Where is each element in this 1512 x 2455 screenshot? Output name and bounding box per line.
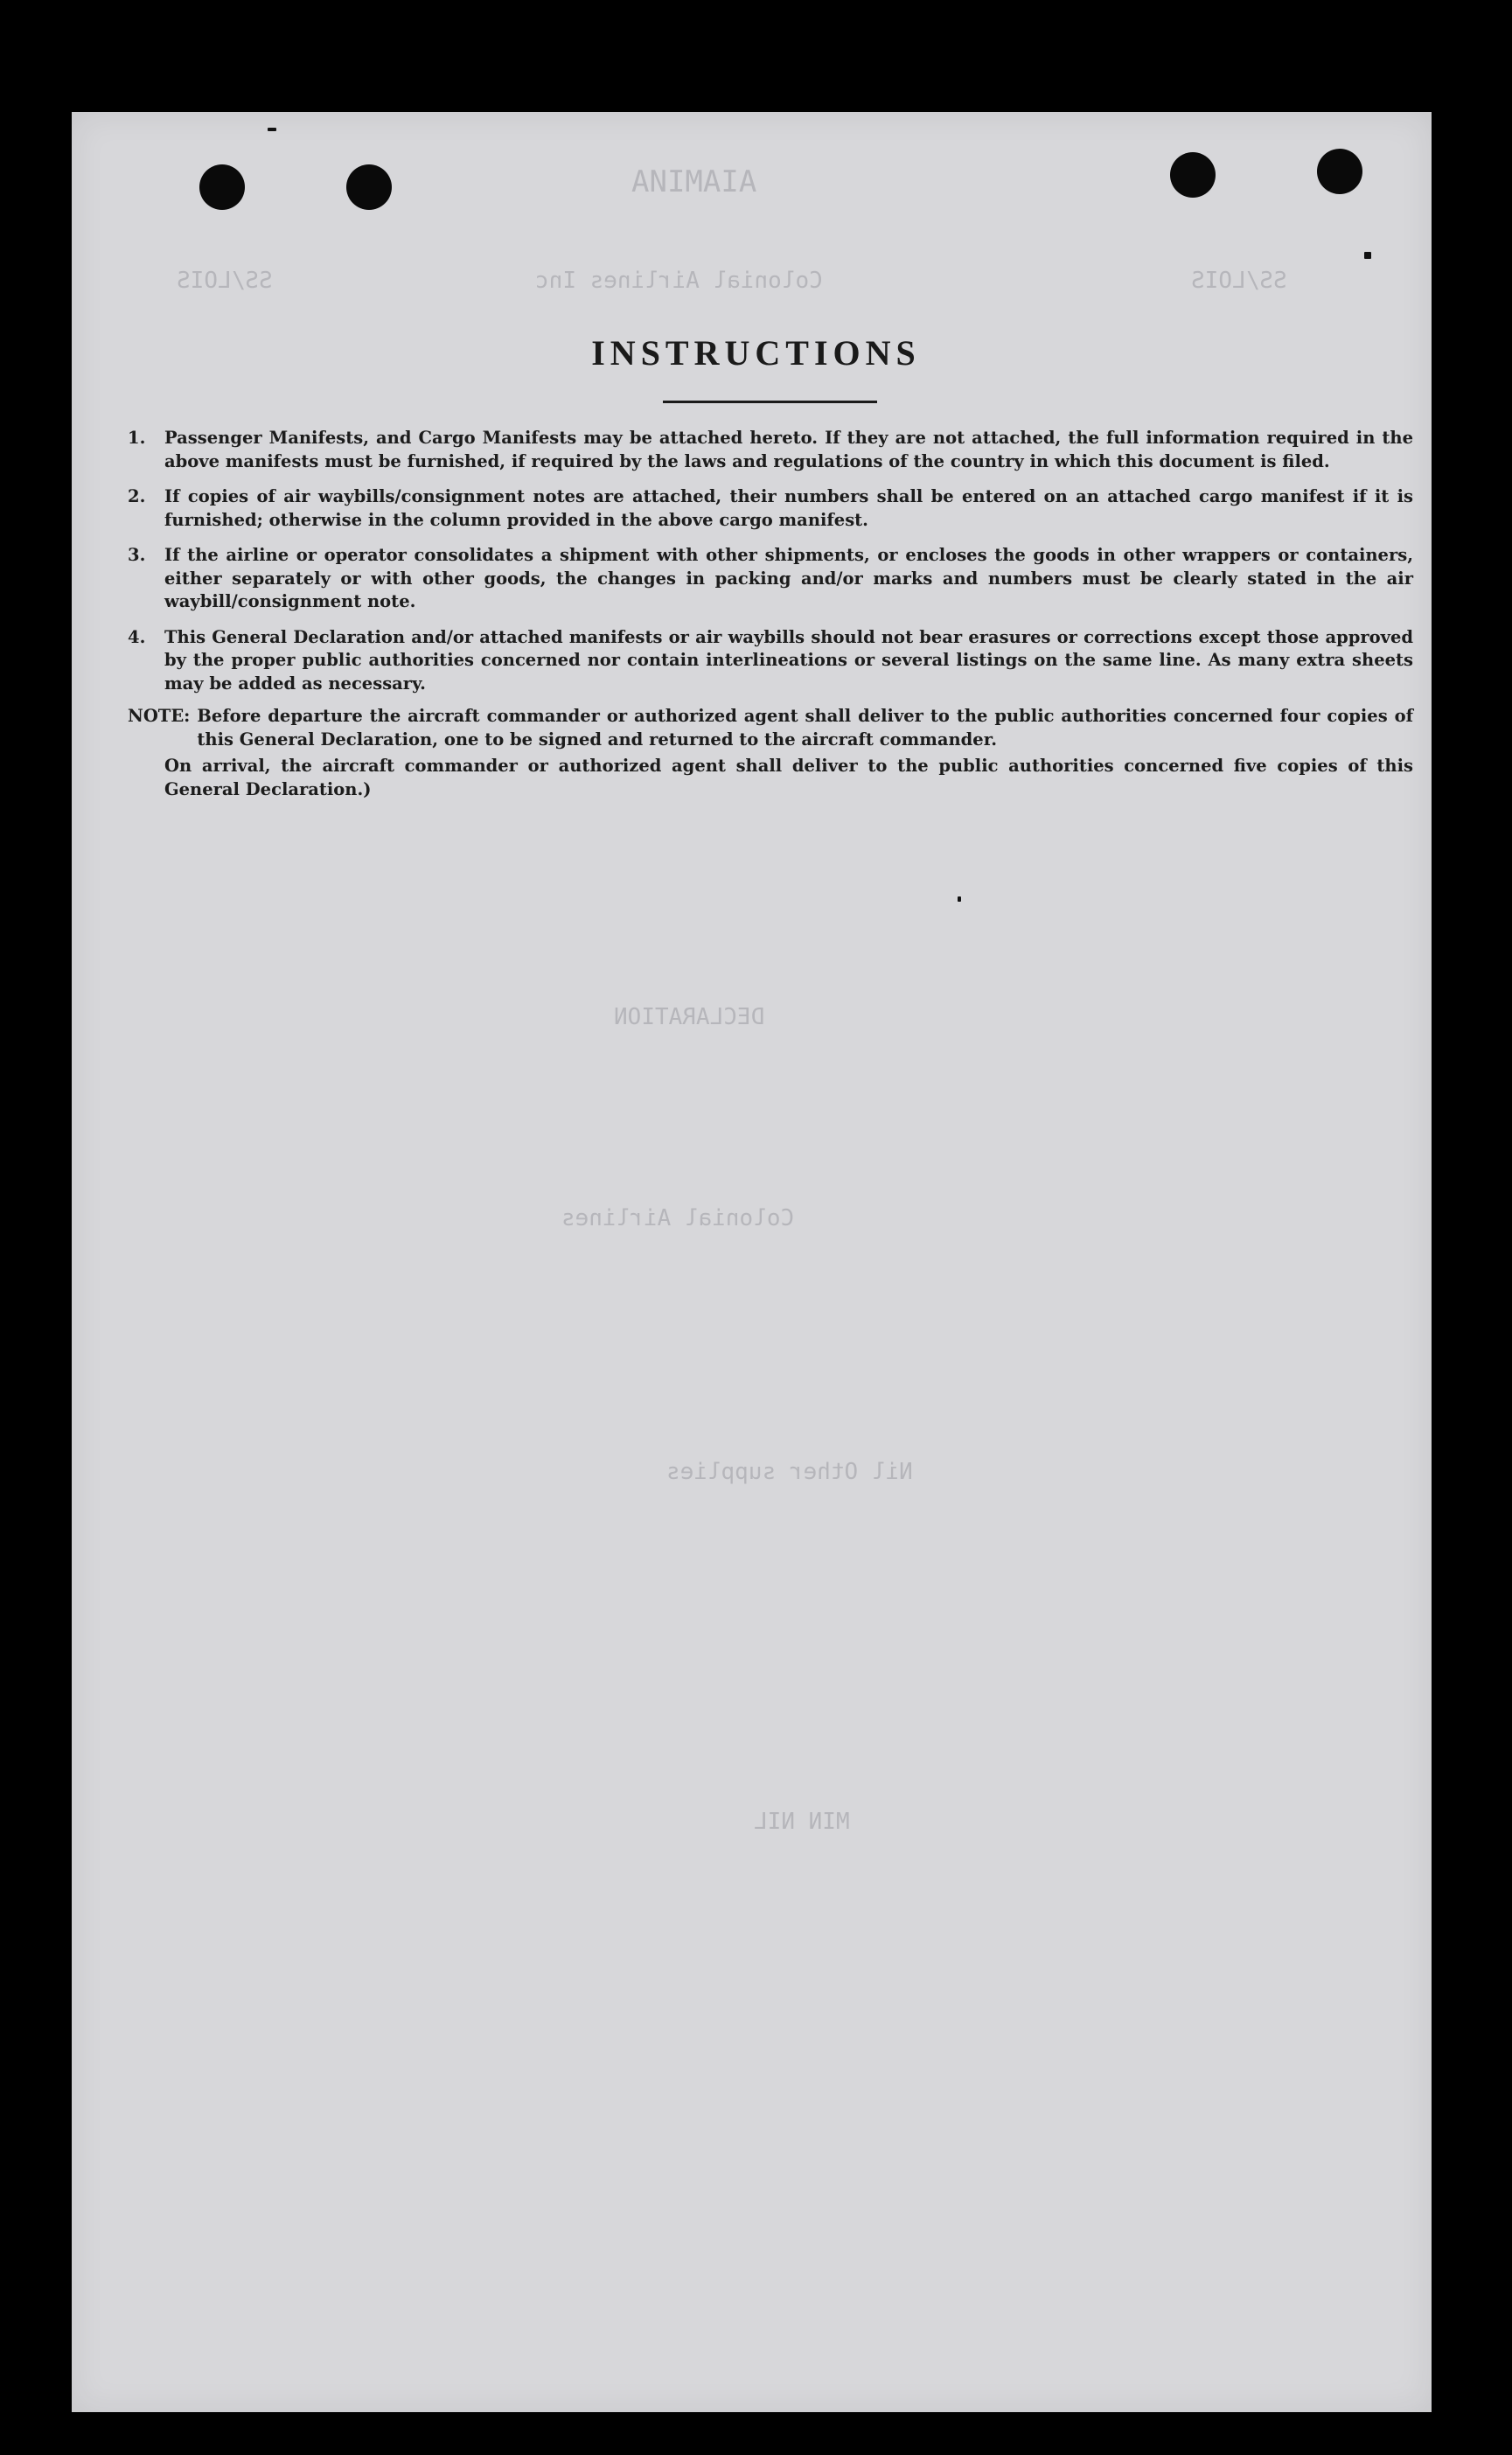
dust-speck <box>1364 252 1371 259</box>
dust-speck <box>958 896 961 902</box>
instruction-text: If copies of air waybills/consignment notes are attached, their numbers shall be entered on an attached cargo manifest if it is furnished; otherwise in the column provided in the above cargo manifest. <box>164 486 1413 530</box>
bleed-through-mark: SS/LOIS <box>1191 268 1287 294</box>
punch-hole <box>199 164 245 210</box>
instruction-number: 2. <box>128 486 146 506</box>
note-arrival-text: On arrival, the aircraft commander or authorized agent shall deliver to the public authorities concerned five copies of this General Declaration.) <box>164 756 1413 799</box>
punch-hole <box>346 164 392 210</box>
page-title: INSTRUCTIONS <box>591 333 921 373</box>
instructions-list <box>128 427 1413 708</box>
punch-hole <box>1170 152 1216 198</box>
instruction-number: 3. <box>128 545 146 565</box>
bleed-through-mark: ANIMAIA <box>631 164 757 199</box>
instruction-item <box>128 427 1413 473</box>
bleed-through-mark: Colonial Airlines Inc <box>535 268 823 294</box>
instruction-text: Passenger Manifests, and Cargo Manifests may be attached hereto. If they are not attached, the full information required in the above manifests must be furnished, if required by the laws and regulations of the country in which this document is filed. <box>164 428 1413 471</box>
punch-hole <box>1317 149 1362 194</box>
dust-speck <box>268 128 276 131</box>
note-block <box>128 705 1413 801</box>
bleed-through-mark: Nil Other supplies <box>666 1459 913 1485</box>
instruction-text: This General Declaration and/or attached manifests or air waybills should not bear erasures or corrections except those approved by the proper public authorities concerned nor contain interlineations or several listings on the same line. As many extra sheets may be added as necessary. <box>164 626 1413 694</box>
instruction-item <box>128 626 1413 696</box>
instruction-number: 1. <box>128 428 146 448</box>
instruction-item <box>128 485 1413 532</box>
bleed-through-mark: SS/LOIS <box>177 268 273 294</box>
title-underline <box>663 401 877 403</box>
instruction-number: 4. <box>128 626 146 647</box>
instruction-item <box>128 544 1413 614</box>
bleed-through-mark: Colonial Airlines <box>561 1205 795 1231</box>
note-label: NOTE: <box>128 706 191 726</box>
instruction-text: If the airline or operator consolidates a shipment with other shipments, or encloses the goods in other wrappers or containers, either separately or with other goods, the changes in packing and/or marks and numbers must be clearly stated in the air waybill/consignment note. <box>164 545 1413 611</box>
bleed-through-mark: DECLARATION <box>614 1004 765 1030</box>
bleed-through-mark: MIN NIL <box>754 1809 850 1835</box>
note-departure-row <box>128 705 1413 751</box>
note-departure-text: Before departure the aircraft commander or authorized agent shall deliver to the public authorities concerned four copies of this General Declaration, one to be signed and returned to the aircraft commander. <box>197 706 1413 750</box>
